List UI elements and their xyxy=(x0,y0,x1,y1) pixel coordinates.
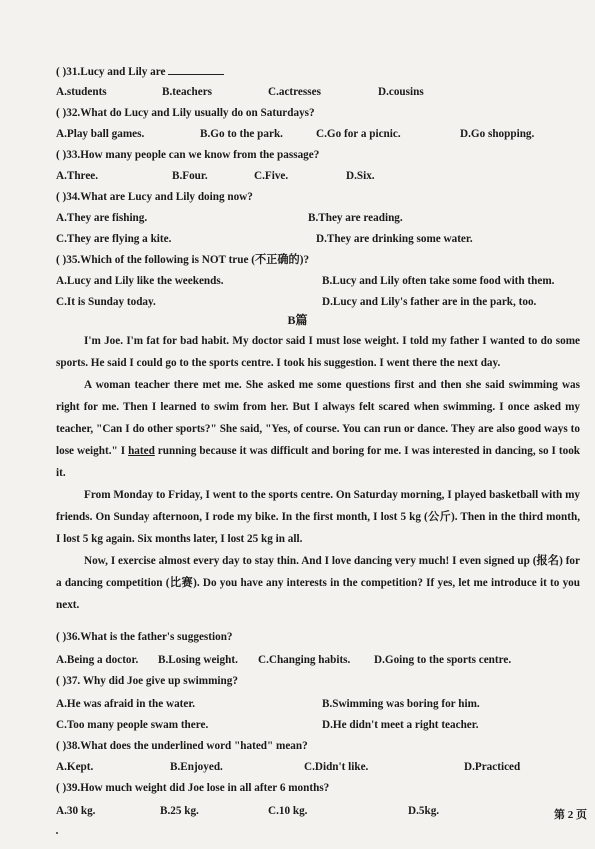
q36-option-a: A.Being a doctor. xyxy=(56,654,139,666)
q38-option-a: A.Kept. xyxy=(56,761,94,773)
q35-option-d: D.Lucy and Lily's father are in the park, too. xyxy=(322,296,537,308)
q35-option-b: B.Lucy and Lily often take some food with them. xyxy=(322,275,555,287)
passage-paragraph-1: I'm Joe. I'm fat for bad habit. My doctor said I must lose weight. I told my father I wanted to do some sports. He said I could go to the sports centre. I took his suggestion. I went there the next day. xyxy=(56,335,580,369)
q32-option-a: A.Play ball games. xyxy=(56,128,145,140)
passage-paragraph-4: Now, I exercise almost every day to stay thin. And I love dancing very much! I even signed up (报名) for a dancing competition (比赛). Do you have any interests in the competition? If yes, let me introduce it to you next. xyxy=(56,555,580,611)
question-35-stem: ( )35.Which of the following is NOT true (不正确的)? xyxy=(56,254,310,266)
q31-option-a: A.students xyxy=(56,86,107,98)
question-38-stem: ( )38.What does the underlined word "hated" mean? xyxy=(56,740,308,752)
q37-option-a: A.He was afraid in the water. xyxy=(56,698,196,710)
q37-option-b: B.Swimming was boring for him. xyxy=(322,698,480,710)
passage-paragraph-3: From Monday to Friday, I went to the sports centre. On Saturday morning, I played basketball with my friends. On Sunday afternoon, I rode my bike. In the first month, I lost 5 kg (公斤). Then in the third month, I lost 5 kg again. Six months later, I lost 25 kg in all. xyxy=(56,489,580,545)
q39-option-a: A.30 kg. xyxy=(56,805,96,817)
underlined-word: hated xyxy=(128,445,155,457)
q31-option-b: B.teachers xyxy=(162,86,213,98)
q33-option-d: D.Six. xyxy=(346,170,375,182)
question-32-stem: ( )32.What do Lucy and Lily usually do on Saturdays? xyxy=(56,107,315,119)
q32-option-b: B.Go to the park. xyxy=(200,128,283,140)
question-37-stem: ( )37. Why did Joe give up swimming? xyxy=(56,675,238,687)
q33-option-b: B.Four. xyxy=(172,170,208,182)
q32-option-d: D.Go shopping. xyxy=(460,128,535,140)
passage-text: running because it was difficult and boring for me. I was interested in dancing, so I took it. xyxy=(56,445,581,479)
q35-option-a: A.Lucy and Lily like the weekends. xyxy=(56,275,224,287)
question-33-stem: ( )33.How many people can we know from the passage? xyxy=(56,149,320,161)
question-36-stem: ( )36.What is the father's suggestion? xyxy=(56,631,233,643)
q39-option-b: B.25 kg. xyxy=(160,805,199,817)
q31-option-c: C.actresses xyxy=(268,86,321,98)
q36-option-b: B.Losing weight. xyxy=(158,654,238,666)
q39-option-c: C.10 kg. xyxy=(268,805,308,817)
q39-option-d: D.5kg. xyxy=(408,805,440,817)
q37-option-d: D.He didn't meet a right teacher. xyxy=(322,719,479,731)
q35-option-c: C.It is Sunday today. xyxy=(56,296,156,308)
q38-option-c: C.Didn't like. xyxy=(304,761,369,773)
page-number: 第 2 页 xyxy=(554,809,587,821)
q34-option-a: A.They are fishing. xyxy=(56,212,148,224)
question-39-stem: ( )39.How much weight did Joe lose in all after 6 months? xyxy=(56,782,330,794)
q37-option-c: C.Too many people swam there. xyxy=(56,719,209,731)
question-31-stem: ( )31.Lucy and Lily are xyxy=(56,66,166,78)
q34-option-c: C.They are flying a kite. xyxy=(56,233,172,245)
answer-blank xyxy=(168,64,224,75)
passage-paragraph-2 xyxy=(56,374,580,484)
q38-option-b: B.Enjoyed. xyxy=(170,761,223,773)
question-31 xyxy=(56,64,224,79)
q38-option-d: D.Practiced xyxy=(464,761,521,773)
passage-text: A woman teacher there met me. She asked me some questions first and then she said swimming was right for me. Then I learned to swim from her. But I always felt scared when swimming. I once asked my teacher, "Can I do other sports?" She said, "Yes, of course. You can run or dance. They are also good ways to lose weight." I xyxy=(56,379,580,457)
q36-option-d: D.Going to the sports centre. xyxy=(374,654,512,666)
q34-option-b: B.They are reading. xyxy=(308,212,403,224)
speck xyxy=(56,832,58,834)
q31-option-d: D.cousins xyxy=(378,86,424,98)
question-34-stem: ( )34.What are Lucy and Lily doing now? xyxy=(56,191,253,203)
q36-option-c: C.Changing habits. xyxy=(258,654,351,666)
q33-option-c: C.Five. xyxy=(254,170,289,182)
section-heading: B篇 xyxy=(287,313,308,327)
q32-option-c: C.Go for a picnic. xyxy=(316,128,401,140)
q33-option-a: A.Three. xyxy=(56,170,99,182)
q34-option-d: D.They are drinking some water. xyxy=(316,233,473,245)
